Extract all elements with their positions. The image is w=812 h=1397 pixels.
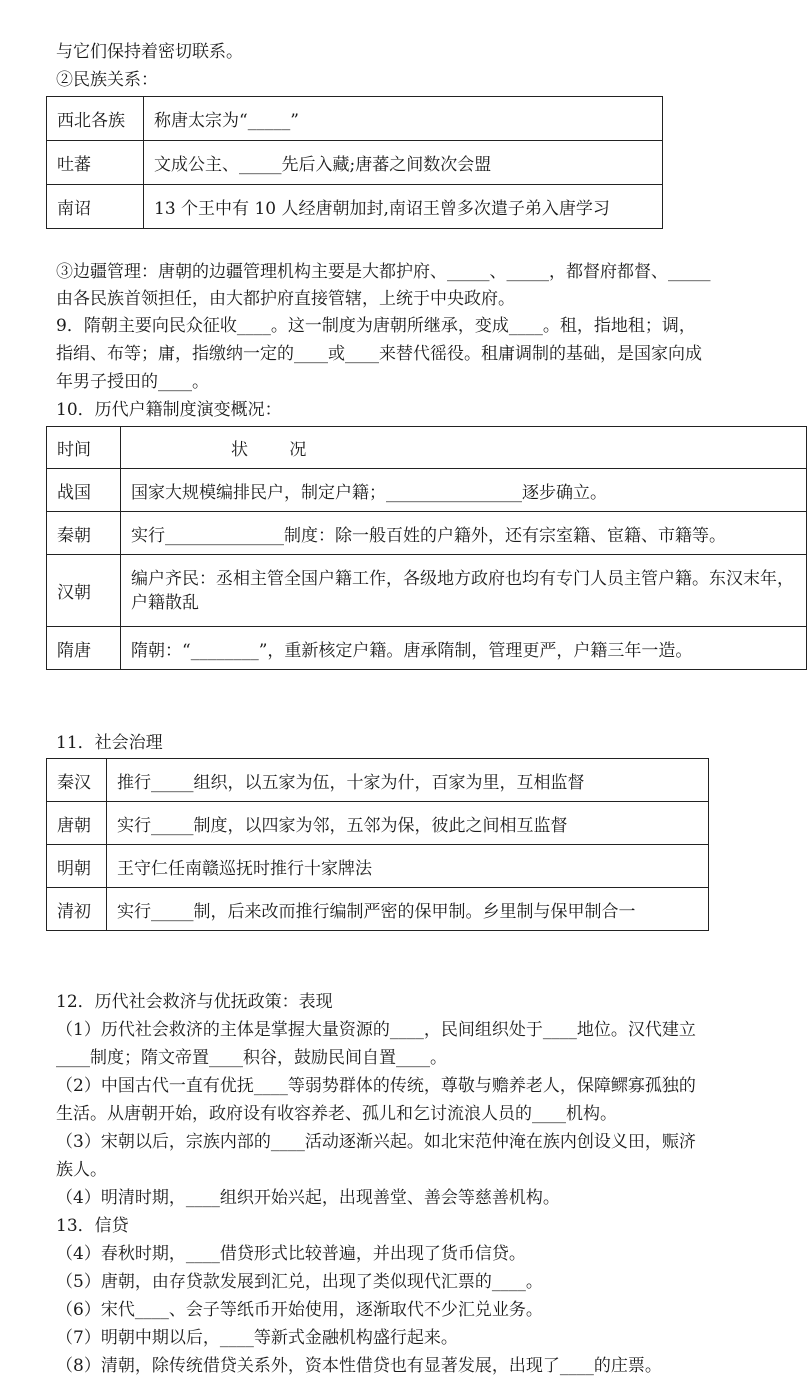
table-row bbox=[47, 759, 709, 802]
table-row bbox=[47, 97, 663, 141]
q12-line: （1）历代社会救济的主体是掌握大量资源的____，民间组织处于____地位。汉代建立 bbox=[56, 1020, 696, 1040]
header-status: 状 况 bbox=[121, 427, 807, 469]
intro-line-1: 与它们保持着密切联系。 bbox=[56, 42, 243, 62]
header-time: 时间 bbox=[47, 427, 121, 469]
table-row bbox=[47, 845, 709, 888]
ethnic-relations-heading: ②民族关系： bbox=[56, 70, 158, 90]
frontier-line-1: ③边疆管理：唐朝的边疆管理机构主要是大都护府、_____、_____，都督府都督、_____ bbox=[56, 262, 711, 282]
q12-line: （4）明清时期，____组织开始兴起，出现善堂、善会等慈善机构。 bbox=[56, 1188, 560, 1208]
row-label: 明朝 bbox=[47, 845, 107, 888]
row-label: 秦汉 bbox=[47, 759, 107, 802]
table-row bbox=[47, 555, 807, 627]
row-label: 隋唐 bbox=[47, 627, 121, 670]
table-row bbox=[47, 802, 709, 845]
row-label: 西北各族 bbox=[47, 97, 144, 141]
row-content: 称唐太宗为“_____” bbox=[144, 97, 663, 141]
table-row bbox=[47, 141, 663, 185]
table-row bbox=[47, 627, 807, 670]
q13-line: （7）明朝中期以后，____等新式金融机构盛行起来。 bbox=[56, 1328, 458, 1348]
social-governance-table bbox=[46, 758, 709, 931]
row-content: 推行_____组织，以五家为伍，十家为什，百家为里，互相监督 bbox=[107, 759, 709, 802]
row-label: 吐蕃 bbox=[47, 141, 144, 185]
row-content: 13 个王中有 10 人经唐朝加封,南诏王曾多次遣子弟入唐学习 bbox=[144, 185, 663, 229]
table-row bbox=[47, 888, 709, 931]
q12-line: 族人。 bbox=[56, 1160, 107, 1180]
table-header-row bbox=[47, 427, 807, 469]
row-content: 王守仁任南赣巡抚时推行十家牌法 bbox=[107, 845, 709, 888]
table-row bbox=[47, 512, 807, 555]
row-content: 实行_____制度，以四家为邻，五邻为保，彼此之间相互监督 bbox=[107, 802, 709, 845]
q9-line-1: 9．隋朝主要向民众征收____。这一制度为唐朝所继承，变成____。租，指地租；调， bbox=[56, 316, 696, 336]
row-content: 实行_____制，后来改而推行编制严密的保甲制。乡里制与保甲制合一 bbox=[107, 888, 709, 931]
q12-line: （2）中国古代一直有优抚____等弱势群体的传统，尊敬与赡养老人，保障鳏寡孤独的 bbox=[56, 1076, 696, 1096]
q13-line: （6）宋代____、会子等纸币开始使用，逐渐取代不少汇兑业务。 bbox=[56, 1300, 543, 1320]
q12-line: （3）宋朝以后，宗族内部的____活动逐渐兴起。如北宋范仲淹在族内创设义田，赈济 bbox=[56, 1132, 696, 1152]
household-registration-table bbox=[46, 426, 807, 670]
row-content: 文成公主、_____先后入藏;唐蕃之间数次会盟 bbox=[144, 141, 663, 185]
row-label: 汉朝 bbox=[47, 555, 121, 627]
row-content: 实行______________制度：除一般百姓的户籍外，还有宗室籍、宦籍、市籍等。 bbox=[121, 512, 807, 555]
row-label: 战国 bbox=[47, 469, 121, 512]
q13-line: （4）春秋时期，____借贷形式比较普遍，并出现了货币信贷。 bbox=[56, 1244, 526, 1264]
ethnic-relations-table bbox=[46, 96, 663, 229]
row-content: 编户齐民：丞相主管全国户籍工作，各级地方政府也均有专门人员主管户籍。东汉末年，户籍散乱 bbox=[121, 555, 807, 627]
q12-line: 生活。从唐朝开始，政府设有收容养老、孤儿和乞讨流浪人员的____机构。 bbox=[56, 1104, 617, 1124]
row-label: 秦朝 bbox=[47, 512, 121, 555]
q11-title: 11．社会治理 bbox=[56, 733, 163, 753]
frontier-line-2: 由各民族首领担任，由大都护府直接管辖，上统于中央政府。 bbox=[56, 289, 515, 309]
row-label: 清初 bbox=[47, 888, 107, 931]
row-label: 唐朝 bbox=[47, 802, 107, 845]
q10-title: 10．历代户籍制度演变概况： bbox=[56, 400, 282, 420]
q9-line-2: 指绢、布等；庸，指缴纳一定的____或____来替代徭役。租庸调制的基础，是国家向成 bbox=[56, 344, 702, 364]
row-label: 南诏 bbox=[47, 185, 144, 229]
row-content: 国家大规模编排民户，制定户籍；________________逐步确立。 bbox=[121, 469, 807, 512]
q12-line: ____制度；隋文帝置____积谷，鼓励民间自置____。 bbox=[56, 1048, 447, 1068]
table-row bbox=[47, 469, 807, 512]
q13-line: （8）清朝，除传统借贷关系外，资本性借贷也有显著发展，出现了____的庄票。 bbox=[56, 1356, 662, 1376]
row-content: 隋朝：“________”，重新核定户籍。唐承隋制，管理更严，户籍三年一造。 bbox=[121, 627, 807, 670]
table-row bbox=[47, 185, 663, 229]
q13-title: 13．信贷 bbox=[56, 1216, 129, 1236]
q9-line-3: 年男子授田的____。 bbox=[56, 372, 209, 392]
q12-title: 12．历代社会救济与优抚政策：表现 bbox=[56, 992, 333, 1012]
q13-line: （5）唐朝，由存贷款发展到汇兑，出现了类似现代汇票的____。 bbox=[56, 1272, 543, 1292]
